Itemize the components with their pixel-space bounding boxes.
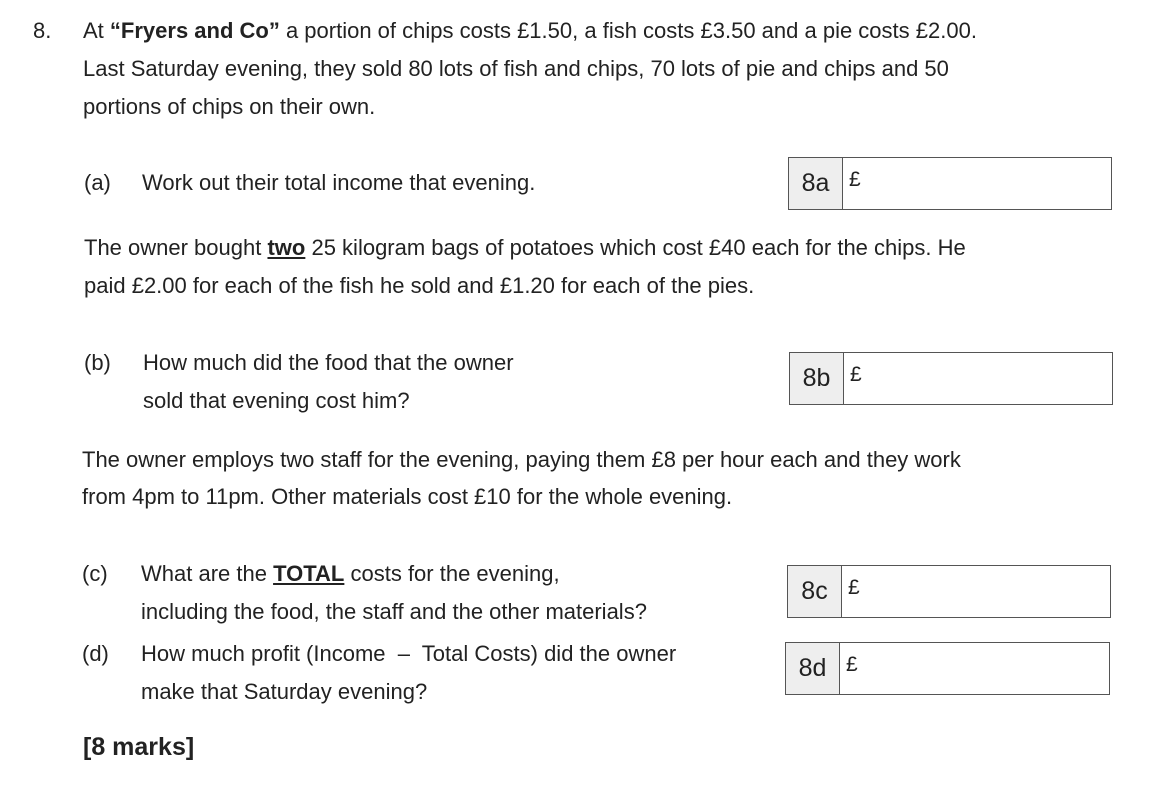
part-c-l1-post: costs for the evening, — [344, 561, 560, 586]
part-d-line-1: How much profit (Income – Total Costs) did the owner — [141, 641, 677, 666]
marks-total: [8 marks] — [83, 733, 195, 761]
answer-box-8a[interactable] — [788, 157, 1112, 210]
part-d-letter: (d) — [82, 641, 109, 666]
part-c-letter: (c) — [82, 561, 108, 586]
answer-box-8b-label: 8b — [790, 353, 844, 404]
answer-box-8b-currency: £ — [850, 363, 862, 386]
middle1-l1-pre: The owner bought — [84, 235, 268, 260]
middle2-line-2: from 4pm to 11pm. Other materials cost £10 for the whole evening. — [82, 484, 733, 509]
answer-box-8d-label: 8d — [786, 643, 840, 694]
answer-box-8b[interactable] — [789, 352, 1113, 405]
question-number: 8. — [33, 18, 52, 43]
answer-box-8c[interactable] — [787, 565, 1111, 618]
intro-line-1 — [83, 17, 977, 45]
part-b-line-2: sold that evening cost him? — [143, 388, 410, 413]
answer-box-8c-currency: £ — [848, 576, 860, 599]
emphasis-total: TOTAL — [273, 561, 345, 586]
part-a-text: Work out their total income that evening. — [142, 170, 536, 195]
intro-line-2: Last Saturday evening, they sold 80 lots of fish and chips, 70 lots of pie and chips and 50 — [83, 56, 949, 81]
intro-line-3: portions of chips on their own. — [83, 94, 376, 119]
middle2-line-1: The owner employs two staff for the evening, paying them £8 per hour each and they work — [82, 447, 961, 472]
part-c-l1-pre: What are the — [141, 561, 274, 586]
part-b-letter: (b) — [84, 350, 111, 375]
intro-l1-pre: At — [83, 18, 110, 43]
business-name: “Fryers and Co” — [109, 18, 280, 43]
middle1-l1-post: 25 kilogram bags of potatoes which cost £40 each for the chips. He — [305, 235, 966, 260]
middle1-line-2: paid £2.00 for each of the fish he sold and £1.20 for each of the pies. — [84, 273, 755, 298]
answer-box-8a-currency: £ — [849, 168, 861, 191]
answer-box-8c-label: 8c — [788, 566, 842, 617]
part-b-line-1: How much did the food that the owner — [143, 350, 514, 375]
middle1-line-1 — [84, 234, 966, 262]
emphasis-two: two — [267, 235, 306, 260]
part-c-line-1 — [141, 560, 560, 588]
intro-l1-post: a portion of chips costs £1.50, a fish costs £3.50 and a pie costs £2.00. — [279, 18, 977, 43]
part-c-line-2: including the food, the staff and the other materials? — [141, 599, 647, 624]
answer-box-8d[interactable] — [785, 642, 1110, 695]
part-a-letter: (a) — [84, 170, 111, 195]
part-d-line-2: make that Saturday evening? — [141, 679, 428, 704]
answer-box-8a-label: 8a — [789, 158, 843, 209]
answer-box-8d-currency: £ — [846, 653, 858, 676]
